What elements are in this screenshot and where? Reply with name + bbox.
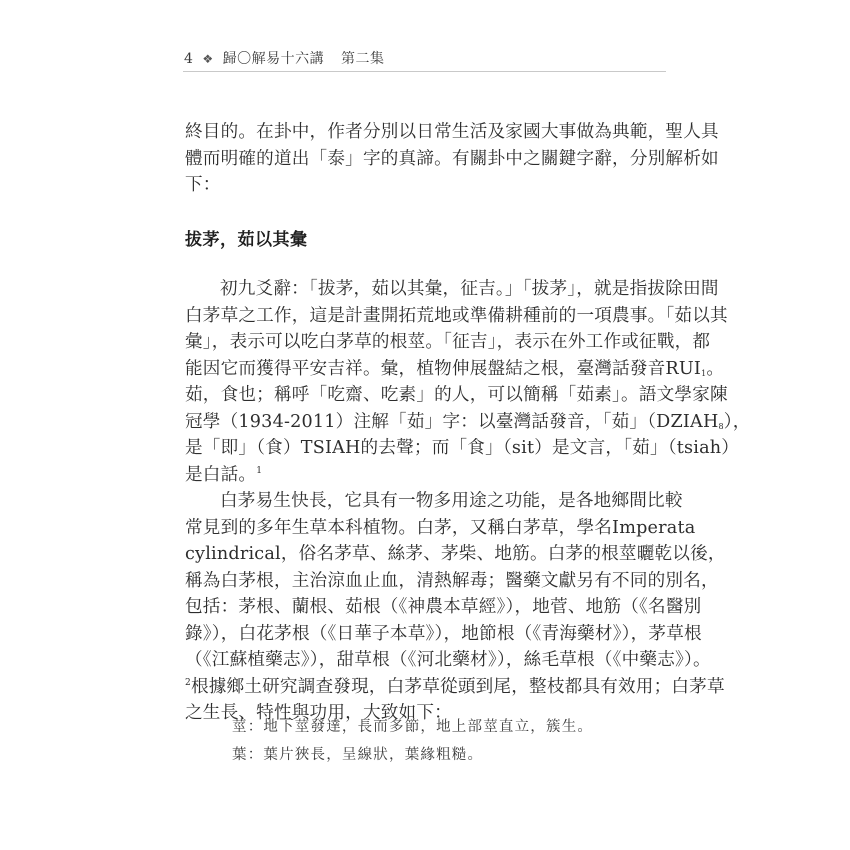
text-segment: 是白話。 xyxy=(185,464,257,485)
feature-item-leaf xyxy=(232,741,652,769)
tone-number: 8 xyxy=(718,421,724,431)
feature-label: 莖 xyxy=(232,719,248,735)
volume-label: 第二集 xyxy=(341,51,385,67)
text-line: 彙」，表示可以吃白茅草的根莖。「征吉」，表示在外工作或征戰，都 xyxy=(185,332,711,352)
text-line xyxy=(185,409,751,436)
text-line: 白茅易生快長，它具有一物多用途之功能，是各地鄉間比較 xyxy=(220,491,683,511)
text-segment: 根據鄉土研究調查發現，白茅草從頭到尾，整枝都具有效用；白茅草 xyxy=(190,676,725,697)
text-line: 終目的。在卦中，作者分別以日常生活及家國大事做為典範，聖人具 xyxy=(185,122,719,142)
text-line: （《江蘇植藥志》），甜草根（《河北藥材》），絲毛草根（《中藥志》）。 xyxy=(185,650,711,670)
footnote-ref-2[interactable]: 2 xyxy=(185,677,191,688)
text-line: 常見到的多年生草本科植物。白茅，又稱白茅草，學名Imperata xyxy=(185,517,696,538)
text-line: 包括：茅根、蘭根、茹根（《神農本草經》），地菅、地筋（《名醫別 xyxy=(185,597,702,617)
section-heading: 拔茅，茹以其彙 xyxy=(185,230,308,250)
feature-text: ：葉片狹長，呈線狀，葉緣粗糙。 xyxy=(247,747,484,763)
book-title: 歸〇解易十六講 xyxy=(222,51,325,67)
paragraph-yao-text xyxy=(185,276,751,488)
text-segment: ）， xyxy=(723,411,751,432)
text-line xyxy=(185,356,725,383)
text-line: 下： xyxy=(185,175,221,195)
tone-number: 1 xyxy=(701,368,707,378)
text-line: 是「即」（食）TSIAH的去聲；而「食」（sit）是文言，「茹」（tsiah） xyxy=(185,438,740,458)
feature-label: 葉 xyxy=(232,747,248,763)
running-header xyxy=(184,50,666,71)
text-line: 之生長、特性與功用，大致如下： xyxy=(185,703,452,723)
text-line: 稱為白茅根，主治涼血止血，清熱解毒；醫藥文獻另有不同的別名， xyxy=(185,570,719,591)
paragraph-imperata xyxy=(185,488,726,727)
text-line xyxy=(185,462,665,489)
text-line: 初九爻辭：「拔茅，茹以其彙，征吉。」「拔茅」，就是指拔除田間 xyxy=(220,279,719,299)
text-segment: 冠學（1934-2011）注解「茹」字：以臺灣話發音，「茹」（DZIAH xyxy=(185,411,719,432)
text-segment: 能因它而獲得平安吉祥。彙，植物伸展盤結之根，臺灣話發音RUI xyxy=(185,358,702,379)
text-line xyxy=(185,674,725,701)
footnote-ref-1[interactable]: 1 xyxy=(256,465,263,476)
text-line: 白茅草之工作，這是計畫開拓荒地或準備耕種前的一項農事。「茹以其 xyxy=(185,305,728,326)
page-number: 4 xyxy=(184,51,194,67)
text-line: 茹，食也；稱呼「吃齋、吃素」的人，可以簡稱「茹素」。語文學家陳 xyxy=(185,385,728,405)
text-line: cylindrical，俗名茅草、絲茅、茅柴、地筋。白茅的根莖曬乾以後， xyxy=(185,544,726,564)
text-segment: 。 xyxy=(706,358,725,379)
fleuron-icon: ❖ xyxy=(202,52,214,66)
feature-text: ：地下莖發達，長而多節，地上部莖直立，簇生。 xyxy=(247,719,594,735)
header-rule xyxy=(183,71,666,72)
text-line: 錄》），白花茅根（《日華子本草》），地節根（《青海藥材》），茅草根 xyxy=(185,623,702,644)
text-line: 體而明確的道出「泰」字的真諦。有關卦中之關鍵字辭，分別解析如 xyxy=(185,148,719,169)
feature-list xyxy=(232,713,652,769)
feature-item-stem xyxy=(232,713,652,741)
intro-paragraph xyxy=(185,119,719,199)
